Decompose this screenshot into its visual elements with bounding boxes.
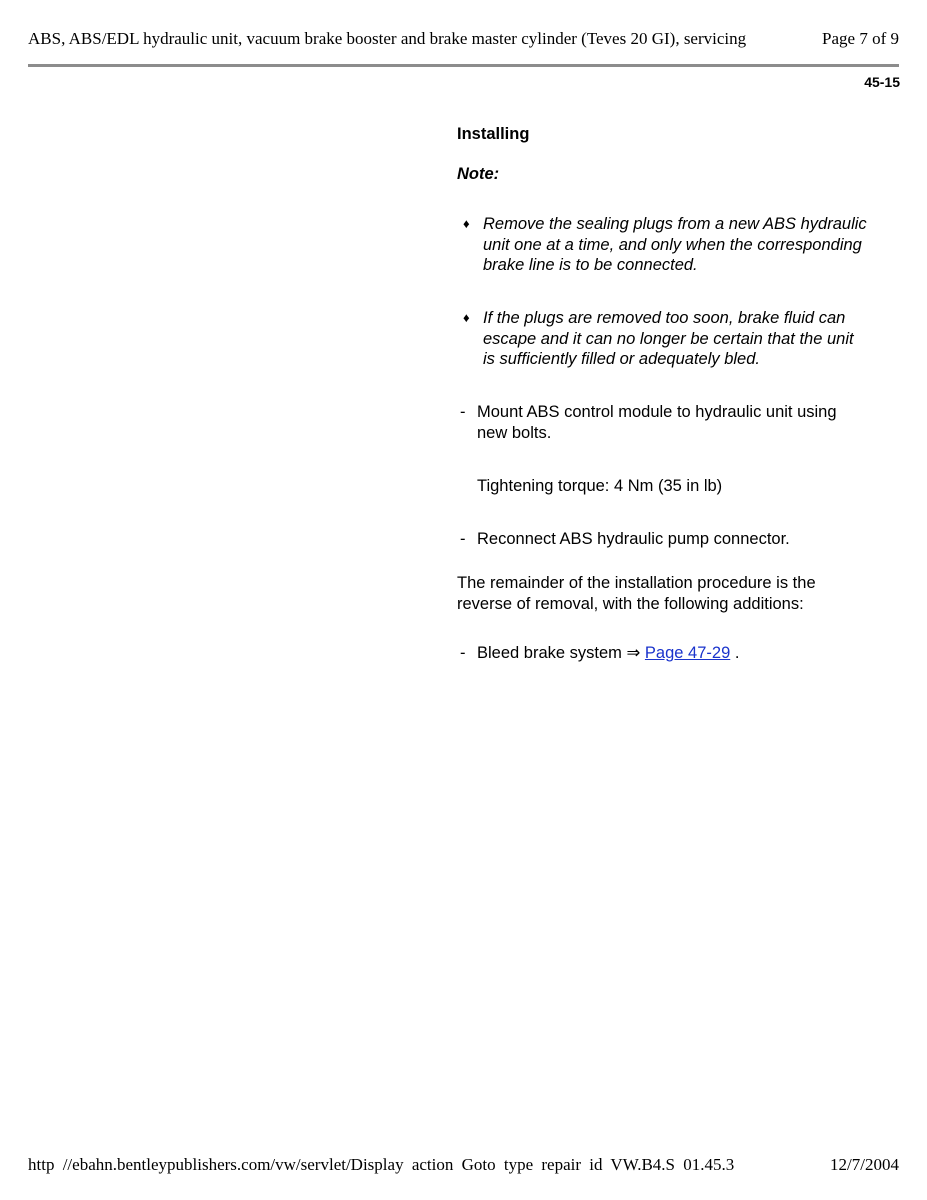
source-url: http //ebahn.bentleypublishers.com/vw/servlet/Display action Goto type repair id VW.B4.S 01.45.3 (28, 1155, 735, 1174)
right-arrow-icon: ⇒ (626, 644, 641, 662)
step-dash: - (460, 403, 466, 421)
section-number: 45-15 (864, 74, 900, 90)
header-divider (28, 64, 899, 67)
note-bullet-text: If the plugs are removed too soon, brake fluid can escape and it can no longer be certain that the unit is sufficiently filled or adequately bled. (483, 309, 854, 368)
note-bullet-text: Remove the sealing plugs from a new ABS hydraulic unit one at a time, and only when the corresponding brake line is to be connected. (483, 215, 867, 274)
procedure-step (457, 402, 857, 443)
section-heading: Installing (457, 125, 530, 143)
page-footer (28, 1153, 899, 1177)
print-date: 12/7/2004 (830, 1155, 899, 1174)
step-text-label: Bleed brake system (477, 644, 622, 662)
note-label: Note: (457, 165, 500, 183)
diamond-bullet-icon: ♦ (463, 216, 470, 231)
procedure-step (457, 529, 867, 550)
page-indicator: Page 7 of 9 (822, 29, 899, 48)
page-link[interactable]: Page 47-29 (644, 644, 731, 662)
step-end-punct: . (734, 644, 740, 662)
diamond-bullet-icon: ♦ (463, 310, 470, 325)
step-text (477, 643, 867, 664)
step-dash: - (460, 644, 466, 662)
remainder-paragraph: The remainder of the installation procedure is the reverse of removal, with the following additions: (457, 574, 816, 613)
note-bullet (457, 308, 867, 370)
torque-spec: Tightening torque: 4 Nm (35 in lb) (477, 477, 723, 495)
step-text: Mount ABS control module to hydraulic unit using new bolts. (477, 403, 837, 442)
step-text: Reconnect ABS hydraulic pump connector. (477, 530, 790, 548)
step-dash: - (460, 530, 466, 548)
procedure-step (457, 643, 867, 664)
note-bullet (457, 214, 867, 276)
page-header (28, 27, 899, 51)
document-title: ABS, ABS/EDL hydraulic unit, vacuum brake booster and brake master cylinder (Teves 20 GI), servicing (28, 29, 747, 48)
